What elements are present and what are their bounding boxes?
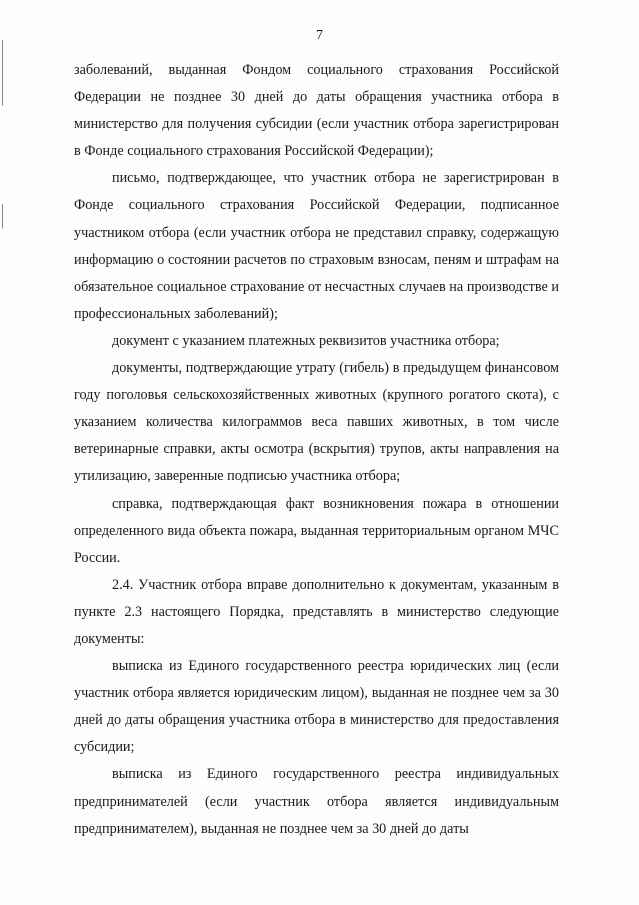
paragraph-section-2-4: 2.4. Участник отбора вправе дополнительно к документам, указанным в пункте 2.3 настоящего Порядка, представлять в министерство следующие документы: xyxy=(74,576,559,647)
paragraph-livestock-loss: документы, подтверждающие утрату (гибель) в предыдущем финансовом году поголовья сельскохозяйственных животных (крупного рогатого скота), с указанием количества килограммов веса павших животных, в том числе ветеринарные справки, акты осмотра (вскрытия) трупов, акты направления на утилизацию, заверенные подписью участника отбора; xyxy=(74,360,559,485)
paragraph-fire-certificate: справка, подтверждающая факт возникновения пожара в отношении определенного вида объекта пожара, выданная территориальным органом МЧС России. xyxy=(74,495,559,566)
paragraph-bank-details: документ с указанием платежных реквизитов участника отбора; xyxy=(112,332,500,349)
paragraph-egrip-extract: выписка из Единого государственного реестра индивидуальных предпринимателей (если участник отбора является индивидуальным предпринимателем), выданная не позднее чем за 30 дней до даты xyxy=(74,766,559,837)
scan-edge-artifact xyxy=(2,40,3,860)
page-number: 7 xyxy=(316,28,323,43)
paragraph-letter: письмо, подтверждающее, что участник отбора не зарегистрирован в Фонде социального страхования Российской Федерации, подписанное участником отбора (если участник отбора не представил справку, содержащую информацию о состоянии расчетов по страховым взносам, пеням и штрафам на обязательное социальное страхование от несчастных случаев на производстве и профессиональных заболеваний); xyxy=(74,170,559,322)
paragraph-egrul-extract: выписка из Единого государственного реестра юридических лиц (если участник отбора является юридическим лицом), выданная не позднее чем за 30 дней до даты обращения участника отбора в министерство для предоставления субсидии; xyxy=(74,658,559,756)
paragraph-continuation: заболеваний, выданная Фондом социального страхования Российской Федерации не позднее 30 дней до даты обращения участника отбора в министерство для получения субсидии (если участник отбора зарегистрирован в Фонде социального страхования Российской Федерации); xyxy=(74,62,559,160)
document-body xyxy=(74,57,559,843)
